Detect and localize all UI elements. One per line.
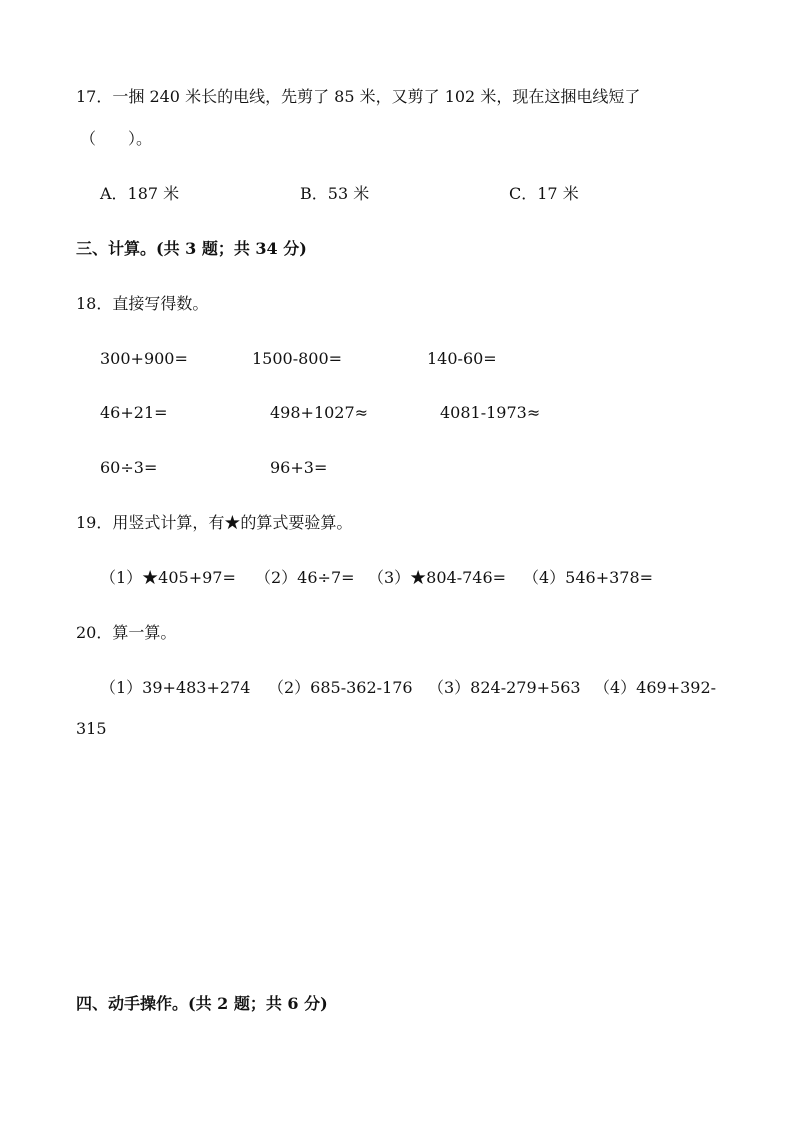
q18-text: 18．直接写得数。	[76, 294, 209, 313]
q20-item: （2）685-362-176	[268, 678, 413, 697]
q18-item: 1500-800=	[252, 349, 343, 368]
q19-item: （3）★804-746=	[368, 568, 507, 587]
section4-title: 四、动手操作。(共 2 题；共 6 分)	[76, 994, 328, 1013]
q18-item: 300+900=	[100, 349, 188, 368]
q20-wrap: 315	[76, 719, 107, 738]
q20-text: 20．算一算。	[76, 623, 177, 642]
q20-item: （3）824-279+563	[428, 678, 581, 697]
q18-item: 498+1027≈	[270, 403, 369, 422]
q17-option-b: B．53 米	[300, 184, 370, 203]
section3-title: 三、计算。(共 3 题；共 34 分)	[76, 239, 307, 258]
q19-item: （1）★405+97=	[100, 568, 236, 587]
q18-item: 140-60=	[427, 349, 497, 368]
q19-item: （4）546+378=	[523, 568, 654, 587]
q19-item: （2）46÷7=	[255, 568, 355, 587]
q19-text: 19．用竖式计算，有★的算式要验算。	[76, 513, 353, 532]
q18-item: 46+21=	[100, 403, 168, 422]
q18-item: 96+3=	[270, 458, 328, 477]
q18-item: 60÷3=	[100, 458, 158, 477]
q17-blank: （ ）。	[80, 129, 153, 148]
q17-option-a: A．187 米	[100, 184, 180, 203]
q20-item: （1）39+483+274	[100, 678, 251, 697]
q18-item: 4081-1973≈	[440, 403, 541, 422]
q20-item: （4）469+392-	[594, 678, 717, 697]
q17-text: 17．一捆 240 米长的电线，先剪了 85 米，又剪了 102 米，现在这捆电线短了	[76, 87, 641, 106]
q17-option-c: C．17 米	[509, 184, 579, 203]
